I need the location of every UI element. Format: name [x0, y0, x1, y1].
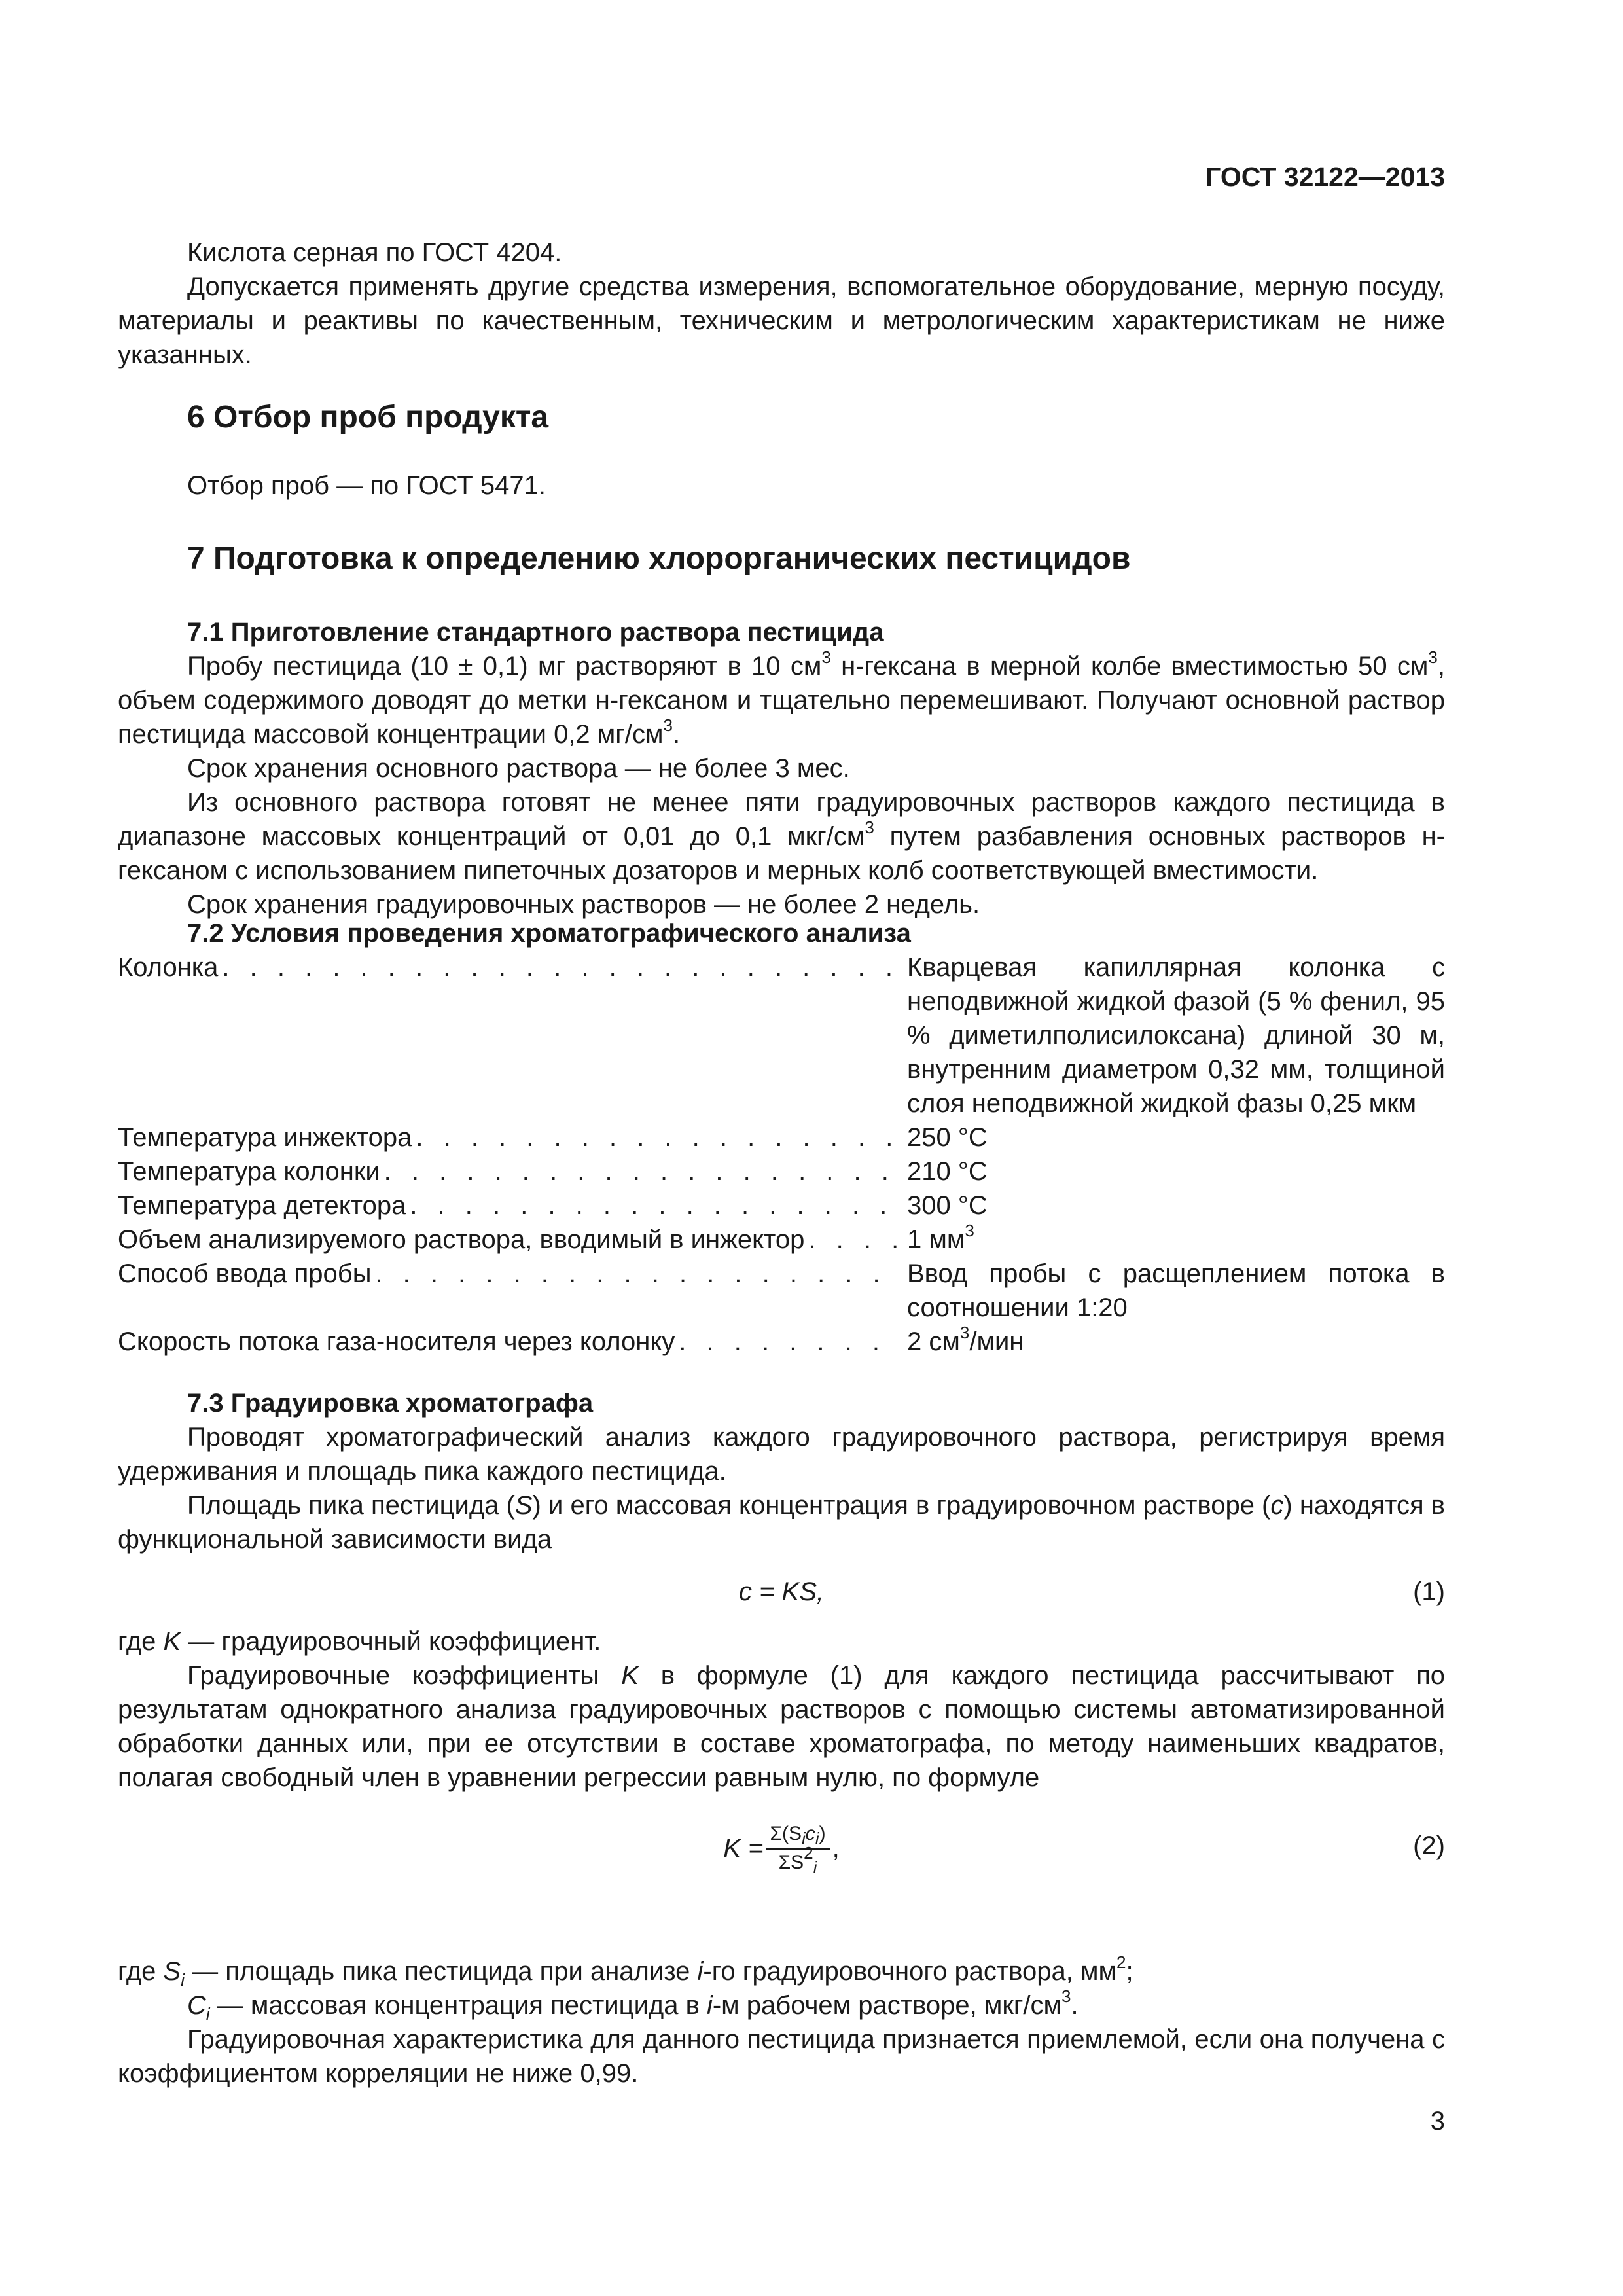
paragraph: Пробу пестицида (10 ± 0,1) мг растворяют в 10 $см^3$ н-гексана в мерной колбе вместимостью 50 $см^3$, объем содержимого доводят до метки н-гексаном и тщательно перемешивают. Получают основной раствор пестицида массовой концентрации 0,2 $мг/см^3$. [118, 647, 1445, 749]
paragraph: Срок хранения основного раствора — не более 3 мес. [187, 754, 850, 783]
spec-row-injection-volume: Объем анализируемого раствора, вводимый в инжектор . . . 1 $мм^3$ [118, 1223, 1445, 1257]
paragraph: Отбор проб — по ГОСТ 5471. [187, 471, 546, 500]
formula-2-number-row [118, 1829, 1445, 1868]
paragraph: Допускается применять другие средства измерения, вспомогательное оборудование, мерную посуду, материалы и реактивы по качественным, техническим и метрологическим характеристикам не ниже указанных. [118, 272, 1445, 369]
formula-1-explanation [118, 1624, 1445, 1795]
section-heading: 6 Отбор проб продукта [187, 400, 549, 435]
formula-2: K = $\frac{\Sigma(S_ic_i)}{\Sigma S^2_i}$ , [723, 1823, 840, 1877]
spec-row-column: Колонка . . . Кварцевая капиллярная колонка с неподвижной жидкой фазой (5 % фенил, 95 % диметилполисилоксана) длиной 30 м, внутренним диаметром 0,32 мм, толщиной слоя неподвижной жидкой фазы 0,25 мкм [118, 950, 1445, 1121]
paragraph: $C_i$ — массовая концентрация пестицида в i-м рабочем растворе, мкг/$см^3$. [187, 1986, 1079, 2024]
fraction-denominator: $\Sigma S^2_i$ [778, 1843, 817, 1877]
paragraph: Площадь пика пестицида (S) и его массовая концентрация в градуировочном растворе (с) находятся в функциональной зависимости вида [118, 1491, 1445, 1554]
page-number: 3 [1430, 2107, 1445, 2136]
document-code-header: ГОСТ 32122—2013 [1205, 162, 1445, 192]
fraction-numerator: $\Sigma(S_ic_i)$ [766, 1822, 829, 1850]
section-6 [118, 398, 1445, 437]
paragraph: Градуировочные коэффициенты K в формуле (1) для каждого пестицида рассчитывают по результатам однократного анализа градуировочных растворов с помощью системы автоматизированной обработки данных или, при ее отсутствии в составе хроматографа, по методу наименьших квадратов, полагая свободный член в уравнении регрессии равным нулю, по формуле [118, 1661, 1445, 1792]
spec-row-injection-mode: Способ ввода пробы . . . Ввод пробы с расщеплением потока в соотношении 1:20 [118, 1257, 1445, 1325]
section-6-body [118, 469, 1445, 503]
formula-2-explanation [118, 1954, 1445, 2090]
subsection-heading: 7.3 Градуировка хроматографа [187, 1389, 594, 1418]
paragraph: Из основного раствора готовят не менее пяти градуировочных растворов каждого пестицида в диапазоне массовых концентраций от 0,01 до 0,1 мкг/$см^3$ путем разбавления основных растворов н-гексаном с использованием пипеточных дозаторов и мерных колб соответствующей вместимости. [118, 788, 1445, 885]
section-heading: 7 Подготовка к определению хлорорганических пестицидов [187, 541, 1131, 576]
formula-number: (2) [1413, 1831, 1445, 1860]
spec-row-column-temp: Температура колонки . . . 210 °С [118, 1155, 1445, 1189]
section-7 [118, 539, 1445, 579]
subsection-7-2 [118, 916, 1445, 1359]
subsection-heading: 7.1 Приготовление стандартного раствора пестицида [187, 618, 884, 647]
formula-expression: с = KS, [738, 1577, 825, 1606]
formula-number: (1) [1413, 1577, 1445, 1606]
formula-1 [118, 1575, 1445, 1614]
subsection-7-1 [118, 615, 1445, 922]
spec-row-injector-temp: Температура инжектора . . . 250 °С [118, 1121, 1445, 1155]
paragraph: где K — градуировочный коэффициент. [118, 1627, 601, 1656]
spec-row-carrier-flow: Скорость потока газа-носителя через колонку . . . 2 $см^3$/мин [118, 1325, 1445, 1359]
paragraph: Срок хранения градуировочных растворов — не более 2 недель. [187, 890, 980, 919]
subsection-7-3 [118, 1386, 1445, 1556]
paragraph: Градуировочная характеристика для данного пестицида признается приемлемой, если она получена с коэффициентом корреляции не ниже 0,99. [118, 2025, 1445, 2088]
paragraph: Кислота серная по ГОСТ 4204. [187, 238, 562, 267]
materials-tail [118, 236, 1445, 372]
subsection-heading: 7.2 Условия проведения хроматографического анализа [187, 919, 911, 948]
spec-row-detector-temp: Температура детектора . . . 300 °С [118, 1189, 1445, 1223]
paragraph: где $S_i$ — площадь пика пестицида при анализе i-го градуировочного раствора, $мм^2$; [118, 1952, 1133, 1990]
formula-lhs: K = [723, 1834, 764, 1863]
paragraph: Проводят хроматографический анализ каждого градуировочного раствора, регистрируя время удерживания и площадь пика каждого пестицида. [118, 1423, 1445, 1486]
document-page [118, 0, 1445, 2296]
